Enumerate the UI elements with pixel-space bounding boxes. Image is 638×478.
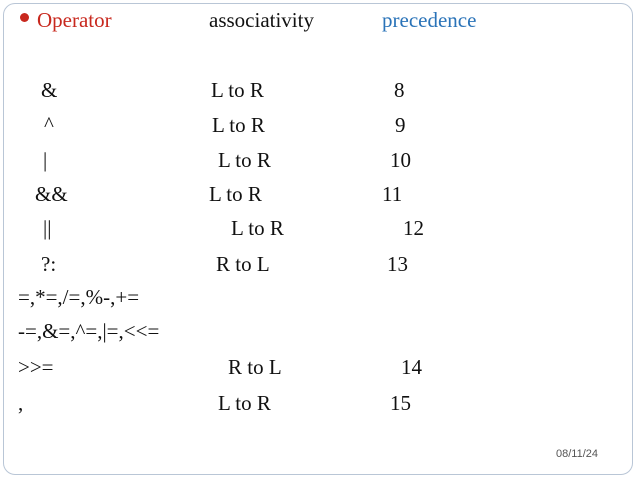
precedence-cell: 12 (403, 216, 424, 240)
header-operator: Operator (37, 8, 112, 32)
operator-cell: || (43, 216, 52, 240)
operator-cell: ^ (44, 112, 54, 136)
precedence-cell: 15 (390, 391, 411, 415)
associativity-cell: L to R (209, 182, 262, 206)
precedence-cell: 9 (395, 113, 406, 137)
slide-frame (3, 3, 633, 475)
operator-cell: ?: (41, 252, 57, 276)
assignment-ops-line-1: =,*=,/=,%-,+= (18, 285, 140, 309)
precedence-cell: 10 (390, 148, 411, 172)
associativity-cell: L to R (218, 391, 271, 415)
associativity-cell: L to R (218, 148, 271, 172)
operator-cell: , (18, 391, 24, 415)
slide-date: 08/11/24 (556, 448, 599, 460)
associativity-cell: R to L (228, 355, 282, 379)
assignment-ops-line-3: >>= (18, 355, 54, 379)
associativity-cell: L to R (211, 78, 264, 102)
assignment-ops-line-2: -=,&=,^=,|=,<<= (18, 319, 160, 343)
precedence-cell: 13 (387, 252, 408, 276)
associativity-cell: L to R (212, 113, 265, 137)
precedence-cell: 14 (401, 355, 422, 379)
precedence-cell: 8 (394, 78, 405, 102)
operator-cell: && (35, 182, 68, 206)
header-associativity: associativity (209, 8, 314, 32)
associativity-cell: L to R (231, 216, 284, 240)
associativity-cell: R to L (216, 252, 270, 276)
bullet-icon (20, 13, 29, 22)
operator-cell: | (43, 148, 48, 172)
operator-cell: & (41, 78, 58, 102)
precedence-cell: 11 (382, 182, 403, 206)
header-precedence: precedence (382, 8, 477, 32)
